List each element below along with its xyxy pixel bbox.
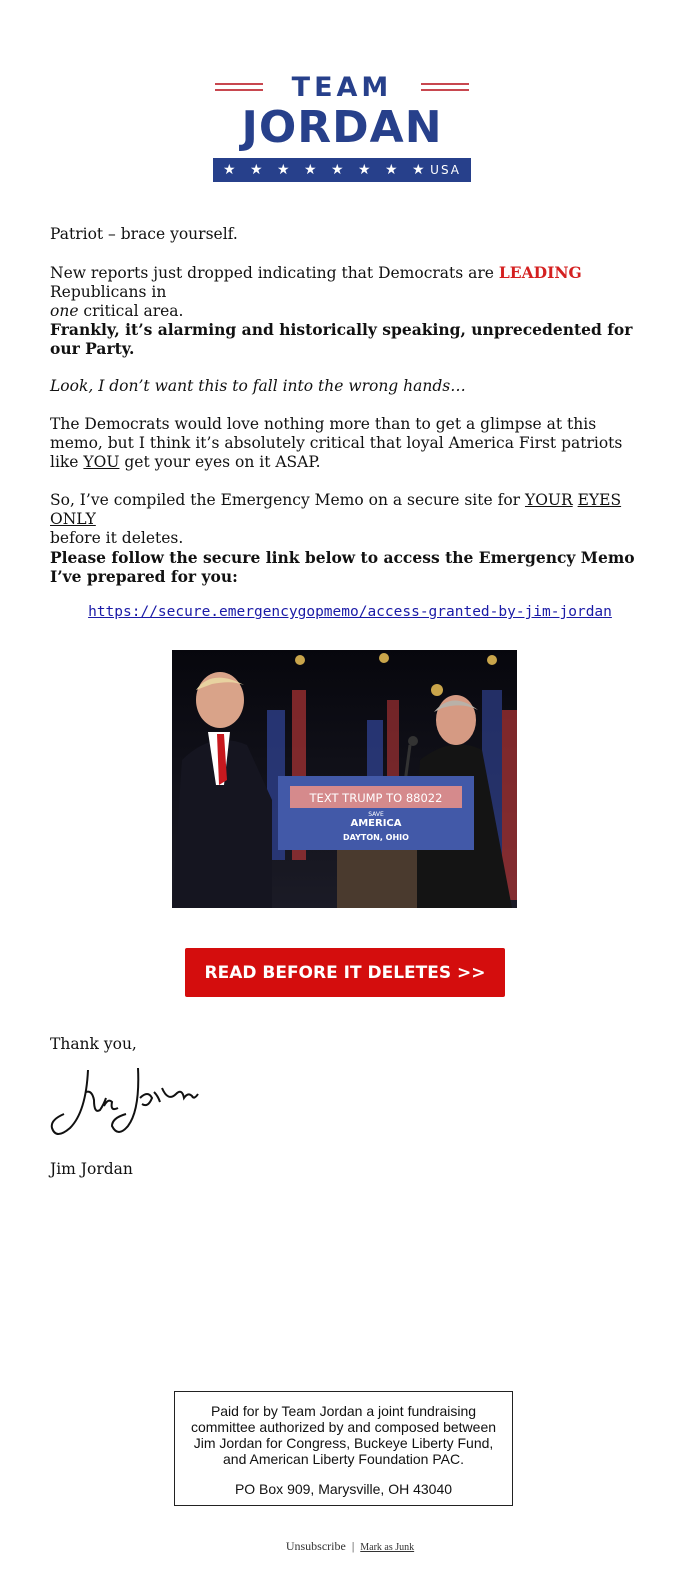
mark-as-junk-link[interactable]: Mark as Junk: [360, 1542, 415, 1553]
signature-image: [48, 1062, 208, 1142]
rally-photo-illustration: [172, 650, 517, 908]
your-underlined: YOUR: [524, 491, 573, 509]
team-jordan-logo: [213, 74, 471, 182]
p2-text-b: Republicans in: [50, 283, 167, 301]
star-icon: ★ ★ ★ ★ ★ ★ ★ ★: [223, 162, 430, 178]
leading-highlight: LEADING: [498, 263, 582, 282]
podium-text-line: TEXT TRUMP TO 88022: [309, 791, 443, 805]
paid-for-disclaimer-box: [174, 1391, 513, 1506]
podium-save-text: SAVE: [368, 811, 384, 818]
unsubscribe-separator: |: [351, 1539, 355, 1553]
unsubscribe-row: [0, 1539, 700, 1554]
secure-memo-link[interactable]: https://secure.emergencygopmemo/access-granted-by-jim-jordan: [88, 604, 612, 620]
logo-team-text: TEAM: [291, 72, 393, 103]
only-underlined: ONLY: [50, 510, 96, 528]
podium-city-text: DAYTON, OHIO: [343, 833, 409, 842]
read-before-deletes-button[interactable]: READ BEFORE IT DELETES >>: [185, 948, 505, 997]
paragraph-leading: [50, 263, 640, 321]
paragraph-alarming: Frankly, it’s alarming and historically speaking, unprecedented for our Party.: [50, 320, 633, 358]
p5-text-a: The Democrats would love nothing more than to get a glimpse at this memo, but I think it’s absolutely critical that loyal America First patriots like: [50, 415, 623, 471]
logo-usa-text: USA: [430, 163, 461, 177]
eyes-underlined: EYES: [577, 491, 622, 509]
paragraph-follow-link: Please follow the secure link below to access the Emergency Memo I’ve prepared for you:: [50, 548, 635, 586]
signature-name: Jim Jordan: [50, 1160, 133, 1178]
logo-star-bar: [213, 158, 471, 182]
podium-america-text: AMERICA: [350, 818, 402, 829]
greeting: Patriot – brace yourself.: [50, 225, 238, 243]
paid-for-text: Paid for by Team Jordan a joint fundraising committee authorized by and composed between Jim Jordan for Congress, Buckeye Liberty Fund, and American Liberty Foundation PAC.: [190, 1403, 497, 1467]
rally-photo: [172, 650, 517, 908]
closing-text: Thank you,: [50, 1035, 137, 1053]
p2-italic-one: one: [50, 302, 79, 320]
paragraph-wrong-hands: Look, I don’t want this to fall into the wrong hands…: [50, 377, 466, 395]
p6-text-a: So, I’ve compiled the Emergency Memo on a secure site for: [50, 491, 525, 509]
p2-text-c: critical area.: [78, 302, 184, 320]
unsubscribe-link[interactable]: Unsubscribe: [285, 1539, 346, 1553]
paragraph-secure-site: [50, 491, 640, 548]
p5-text-b: get your eyes on it ASAP.: [119, 453, 321, 471]
p6-text-b: before it deletes.: [50, 529, 184, 547]
p2-text-a: New reports just dropped indicating that Democrats are: [50, 264, 499, 282]
logo-jordan-text: JORDAN: [241, 102, 443, 153]
paragraph-memo: [50, 415, 640, 472]
mailing-address: PO Box 909, Marysville, OH 43040: [234, 1481, 453, 1497]
you-underlined: YOU: [83, 453, 120, 471]
